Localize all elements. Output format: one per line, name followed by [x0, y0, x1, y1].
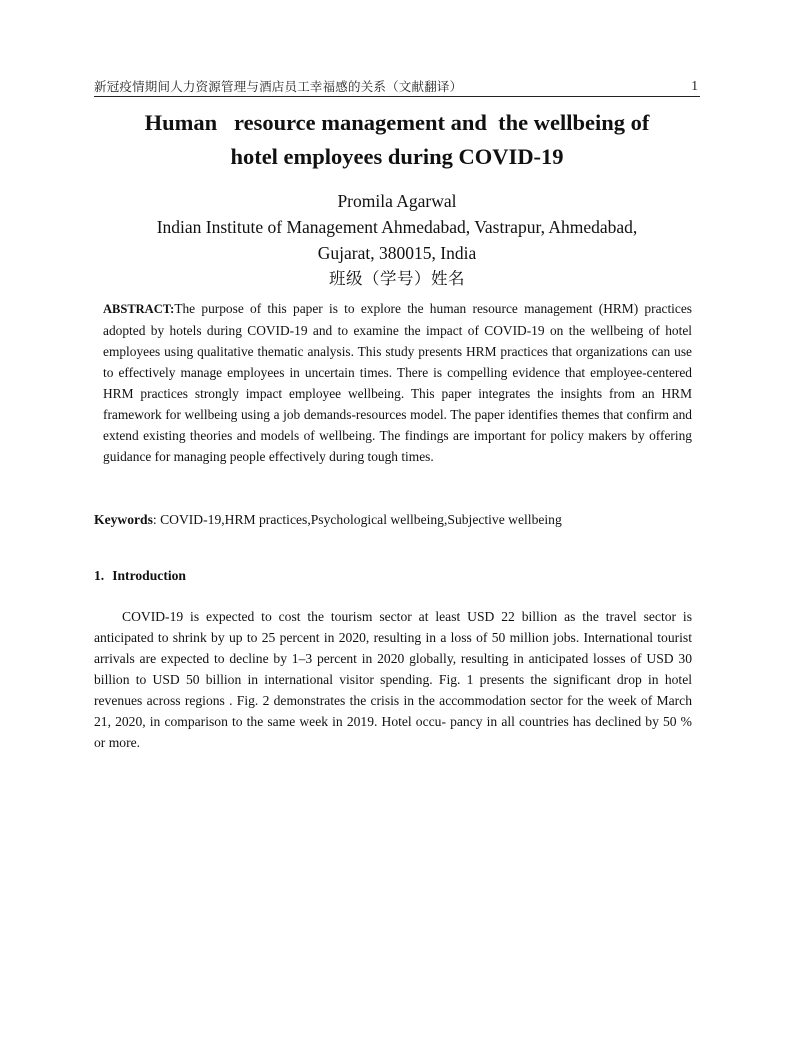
section-title: Introduction: [112, 568, 186, 583]
paper-title: [94, 106, 700, 174]
running-header: [94, 76, 700, 97]
paper-title-line-2: hotel employees during COVID-19: [230, 144, 564, 169]
keywords-label: Keywords: [94, 512, 153, 527]
keywords: [94, 509, 700, 530]
affiliation-line-1: Indian Institute of Management Ahmedabad, Vastrapur, Ahmedabad,: [156, 217, 638, 237]
affiliation-line-2: Gujarat, 380015, India: [317, 243, 477, 263]
running-header-title: 新冠疫情期间人力资源管理与酒店员工幸福感的关系（文献翻译）: [94, 79, 463, 94]
section-heading-introduction: [94, 568, 186, 584]
keywords-text: : COVID-19,HRM practices,Psychological wellbeing,Subjective wellbeing: [152, 512, 562, 527]
introduction-paragraph: COVID-19 is expected to cost the tourism sector at least USD 22 billion as the travel sector is anticipated to shrink by up to 25 percent in 2020, resulting in a loss of 50 million jobs. International tourist arrivals are expected to decline by 1–3 percent in 2020 globally, resulting in anticipated losses of USD 30 billion to USD 50 billion in international visitor spending. Fig. 1 presents the significant drop in hotel revenues across regions . Fig. 2 demonstrates the crisis in the accommodation sector for the week of March 21, 2020, in comparison to the same week in 2019. Hotel occu- pancy in all countries has declined by 50 % or more.: [94, 609, 692, 750]
student-info: 班级（学号）姓名: [329, 269, 465, 288]
abstract: [103, 298, 692, 467]
abstract-text: The purpose of this paper is to explore the human resource management (HRM) practices adopted by hotels during COVID-19 and to examine the impact of COVID-19 on the wellbeing of hotel employees using qualitative thematic analysis. This study presents HRM practices that organizations can use to effectively manage employees in uncertain times. There is compelling evidence that employee-centered HRM practices strongly impact employee wellbeing. This paper integrates the insights from an HRM framework for wellbeing using a job demands-resources model. The paper identifies themes that confirm and extend existing theories and models of wellbeing. The findings are important for policy makers by offering guidance for managing people effectively during tough times.: [103, 301, 692, 464]
abstract-label: ABSTRACT:: [103, 302, 175, 316]
author-block: [94, 188, 700, 292]
author-name: Promila Agarwal: [337, 191, 457, 211]
paper-title-line-1: Human resource management and the wellbeing of: [144, 110, 650, 135]
section-number: 1.: [94, 568, 105, 583]
page-number: 1: [691, 78, 698, 93]
